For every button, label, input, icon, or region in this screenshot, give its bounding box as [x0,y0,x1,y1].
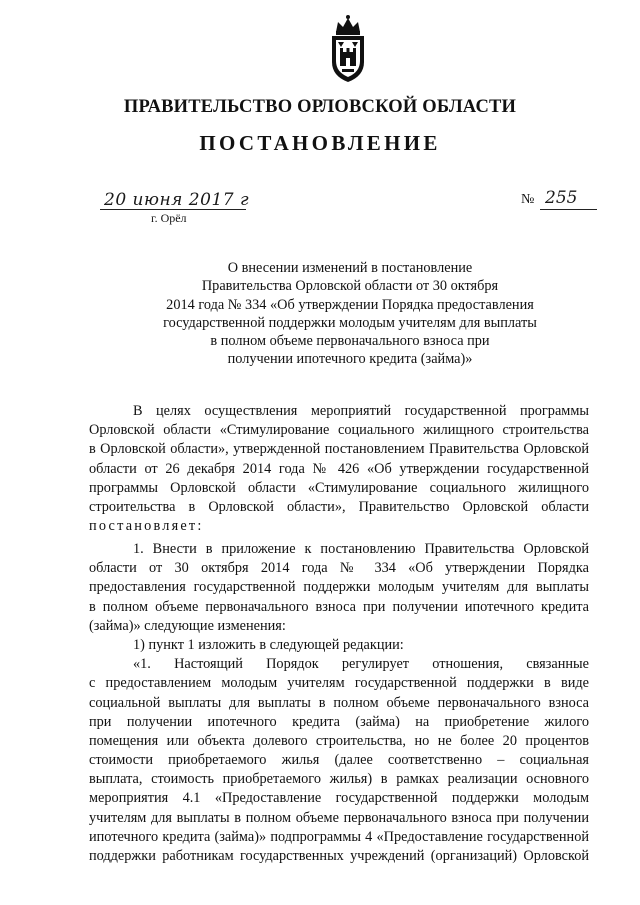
text-line: «1. Настоящий Порядок регулирует отношения, связанные [133,656,589,673]
text-line: предоставления государственной поддержки молодым учителям для выплаты [89,579,589,596]
date-underline [100,209,246,210]
text-line: помещения или объекта долевого строительства, но не более 20 процентов [89,732,589,749]
organization-name: ПРАВИТЕЛЬСТВО ОРЛОВСКОЙ ОБЛАСТИ [123,97,517,117]
preamble-paragraph [89,402,589,536]
title-line: О внесении изменений в постановление [227,260,473,276]
text-line: стоимости приобретаемого жилья (далее соответственно – социальная [89,752,589,769]
title-line: 2014 года № 334 «Об утверждении Порядка предоставления [166,296,534,313]
text-line: мероприятия 4.1 «Предоставление государственной поддержки молодым [89,790,589,807]
document-type-heading: ПОСТАНОВЛЕНИЕ [199,131,441,155]
text-line: в полном объеме первоначального взноса при получении ипотечного кредита [89,598,589,615]
text-line: области от 26 декабря 2014 года № 426 «Об утверждении государственной [89,460,589,477]
number-underline [540,209,597,210]
title-line: получении ипотечного кредита (займа)» [227,351,473,368]
title-line: государственной поддержки молодым учителям для выплаты [163,314,537,331]
text-line: учителям для выплаты в полном объеме первоначального взноса при получении [89,809,589,826]
text-line: программы Орловской области «Стимулирование социального жилищного [89,479,589,496]
text-line: социальной выплаты для выплаты в полном объеме первоначального взноса [89,694,589,711]
text-line: 1. Внести в приложение к постановлению Правительства Орловской [133,541,589,557]
title-line: Правительства Орловской области от 30 октября [201,278,499,295]
title-line: в полном объеме первоначального взноса при [210,333,490,350]
document-date-handwritten: 20 июня 2017 г [104,190,250,210]
document-number-handwritten: 255 [545,188,578,208]
text-line: поддержки работникам государственных учреждений (организаций) Орловской [89,848,589,864]
text-line: с предоставлением молодым учителям государственной поддержки в виде [89,675,589,692]
text-line: строительства в Орловской области», Правительство Орловской области [89,498,589,515]
main-body [89,540,589,866]
document-city: г. Орёл [151,211,187,225]
oryol-coat-of-arms-icon [326,14,370,84]
document-number-label: № [521,192,535,207]
text-line: выплата, стоимость приобретаемого жилья) в рамках реализации основного [89,771,589,788]
text-line: в Орловской области», утвержденной постановлением Правительства Орловской [89,441,589,458]
text-line: 1) пункт 1 изложить в следующей редакции: [133,636,404,653]
text-line: (займа)» следующие изменения: [89,617,286,634]
text-line: области от 30 октября 2014 года № 334 «Об утверждении Порядка [89,560,589,577]
text-line: постановляет: [89,518,204,535]
document-title [60,259,640,369]
text-line: при получении ипотечного кредита (займа) на приобретение жилого [89,713,589,730]
text-line: В целях осуществления мероприятий государственной программы [133,403,589,419]
text-line: Орловской области «Стимулирование социального жилищного строительства [89,422,589,439]
text-line: ипотечного кредита (займа)» подпрограммы 4 «Предоставление государственной [89,828,589,845]
